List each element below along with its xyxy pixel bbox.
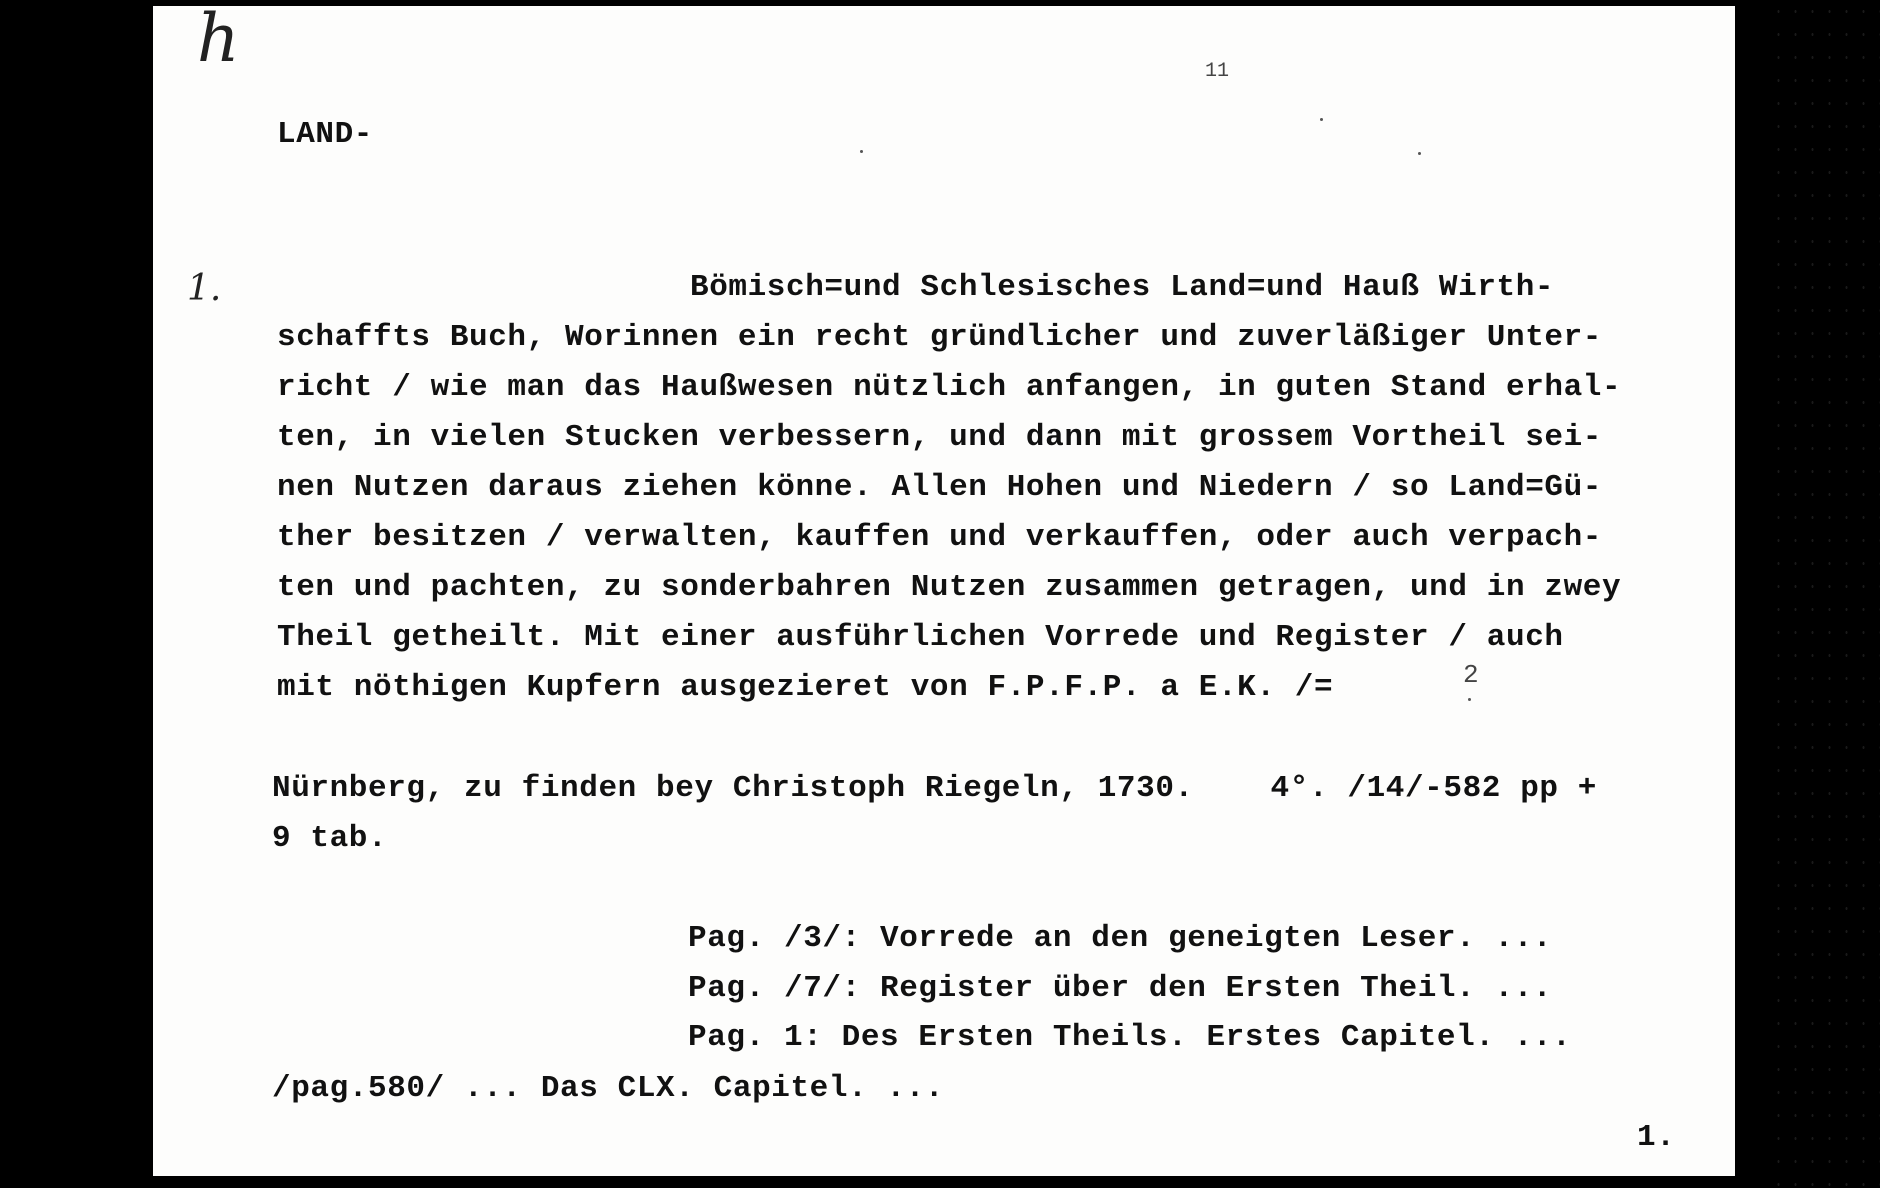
title-line: Theil getheilt. Mit einer ausführlichen Vorrede und Register / auch bbox=[277, 620, 1564, 655]
handwritten-mark: h bbox=[197, 0, 240, 77]
title-line: richt / wie man das Haußwesen nützlich anfangen, in guten Stand erhal- bbox=[277, 370, 1622, 405]
title-line: nen Nutzen daraus ziehen könne. Allen Hohen und Niedern / so Land=Gü- bbox=[277, 470, 1603, 505]
heading: LAND- bbox=[277, 117, 374, 152]
speck bbox=[860, 150, 863, 153]
speck bbox=[1320, 118, 1323, 121]
contents-line: Pag. /3/: Vorrede an den geneigten Leser. ... bbox=[688, 921, 1553, 956]
title-line: schaffts Buch, Worinnen ein recht gründlicher und zuverläßiger Unter- bbox=[277, 320, 1603, 355]
title-line: ten und pachten, zu sonderbahren Nutzen zusammen getragen, und in zwey bbox=[277, 570, 1622, 605]
card-number: 1. bbox=[1637, 1120, 1676, 1155]
speck bbox=[1418, 152, 1421, 155]
speck bbox=[1468, 698, 1471, 701]
contents-line: Pag. /7/: Register über den Ersten Theil. ... bbox=[688, 971, 1553, 1006]
title-line: ther besitzen / verwalten, kauffen und verkauffen, oder auch verpach- bbox=[277, 520, 1603, 555]
last-line: /pag.580/ ... Das CLX. Capitel. ... bbox=[272, 1071, 945, 1106]
scan-noise bbox=[1770, 0, 1880, 1188]
scan-edge bbox=[1735, 0, 1765, 1188]
handwritten-number: 1. bbox=[187, 268, 222, 309]
pencil-mark: 2 bbox=[1463, 660, 1479, 690]
pencil-mark: 11 bbox=[1205, 60, 1230, 83]
imprint-line: Nürnberg, zu finden bey Christoph Riegeln, 1730. 4°. /14/-582 pp + bbox=[272, 771, 1598, 806]
title-line: Bömisch=und Schlesisches Land=und Hauß Wirth- bbox=[690, 270, 1555, 305]
contents-line: Pag. 1: Des Ersten Theils. Erstes Capitel. ... bbox=[688, 1020, 1572, 1055]
title-line: ten, in vielen Stucken verbessern, und dann mit grossem Vortheil sei- bbox=[277, 420, 1603, 455]
title-line: mit nöthigen Kupfern ausgezieret von F.P.F.P. a E.K. /= bbox=[277, 670, 1334, 705]
imprint-line: 9 tab. bbox=[272, 821, 388, 856]
